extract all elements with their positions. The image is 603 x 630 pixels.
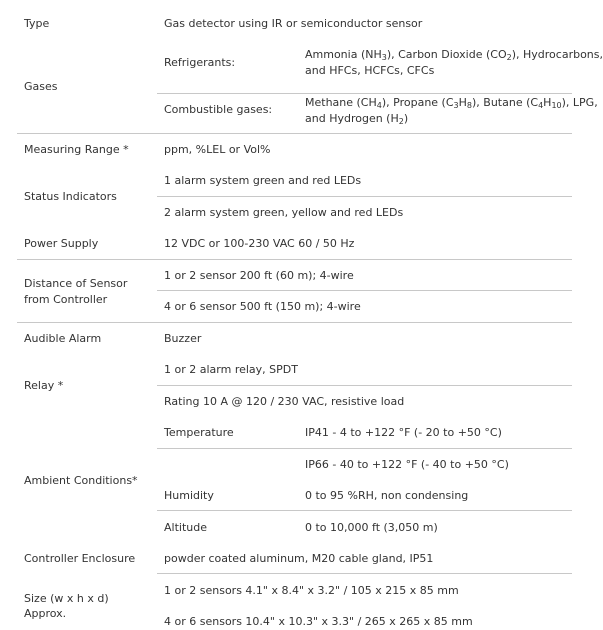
type-label: Type: [24, 17, 50, 30]
altitude-label: Altitude: [164, 521, 207, 534]
combustible-value-line2: and Hydrogen $(H_2)$: [305, 112, 409, 126]
distance-label: Distance of Sensor from Controller: [24, 277, 128, 306]
row-separator: [17, 322, 572, 323]
row-separator: [157, 196, 572, 197]
type-value: Gas detector using IR or semiconductor sensor: [164, 17, 423, 30]
refrigerants-value-line2: and HFCs, HCFCs, CFCs: [305, 64, 435, 77]
size-label-line1: Size (w x h x d): [24, 592, 109, 605]
size-value-2: 4 or 6 sensors 10.4" x 10.3" x 3.3" / 265 x 265 x 85 mm: [164, 615, 473, 628]
altitude-value: 0 to 10,000 ft (3,050 m): [305, 521, 438, 534]
status-value-2: 2 alarm system green, yellow and red LEDs: [164, 206, 404, 219]
enclosure-label: Controller Enclosure: [24, 552, 136, 565]
combustible-value-line1: Methane $(CH_4)$, Propane $(C_3H_8)$, Butane $(C_4H_{10})$, LPG,: [305, 96, 598, 110]
gases-label: Gases: [24, 80, 58, 93]
row-separator: [157, 510, 572, 511]
row-separator: [157, 573, 572, 574]
relay-label: Relay *: [24, 379, 64, 392]
row-separator: [17, 259, 572, 260]
size-value-1: 1 or 2 sensors 4.1" x 8.4" x 3.2" / 105 x 215 x 85 mm: [164, 584, 459, 597]
audible-label: Audible Alarm: [24, 332, 102, 345]
row-separator: [157, 385, 572, 386]
measuring-label: Measuring Range *: [24, 143, 129, 156]
measuring-value: ppm, %LEL or Vol%: [164, 143, 271, 156]
audible-value: Buzzer: [164, 332, 202, 345]
power-value: 12 VDC or 100-230 VAC 60 / 50 Hz: [164, 237, 355, 250]
row-separator: [17, 133, 572, 134]
humidity-label: Humidity: [164, 489, 214, 502]
refrigerants-label: Refrigerants:: [164, 56, 236, 69]
row-separator: [157, 448, 572, 449]
status-value-1: 1 alarm system green and red LEDs: [164, 174, 362, 187]
relay-value-1: 1 or 2 alarm relay, SPDT: [164, 363, 298, 376]
power-label: Power Supply: [24, 237, 99, 250]
combustible-label: Combustible gases:: [164, 103, 273, 116]
status-label: Status Indicators: [24, 190, 117, 203]
enclosure-value: powder coated aluminum, M20 cable gland, IP51: [164, 552, 434, 565]
temperature-value-2: IP66 - 40 to +122 °F (- 40 to +50 °C): [305, 458, 509, 471]
row-separator: [157, 93, 572, 94]
refrigerants-value-line1: Ammonia $(NH_3)$, Carbon Dioxide $(CO_2)$, Hydrocarbons,: [305, 48, 603, 62]
ambient-label: Ambient Conditions*: [24, 474, 138, 487]
row-separator: [157, 290, 572, 291]
temperature-label: Temperature: [164, 426, 234, 439]
distance-value-1: 1 or 2 sensor 200 ft (60 m); 4-wire: [164, 269, 354, 282]
distance-value-2: 4 or 6 sensor 500 ft (150 m); 4-wire: [164, 300, 361, 313]
temperature-value-1: IP41 - 4 to +122 °F (- 20 to +50 °C): [305, 426, 502, 439]
size-label-line2: Approx.: [24, 607, 67, 620]
humidity-value: 0 to 95 %RH, non condensing: [305, 489, 469, 502]
relay-value-2: Rating 10 A @ 120 / 230 VAC, resistive load: [164, 395, 405, 408]
